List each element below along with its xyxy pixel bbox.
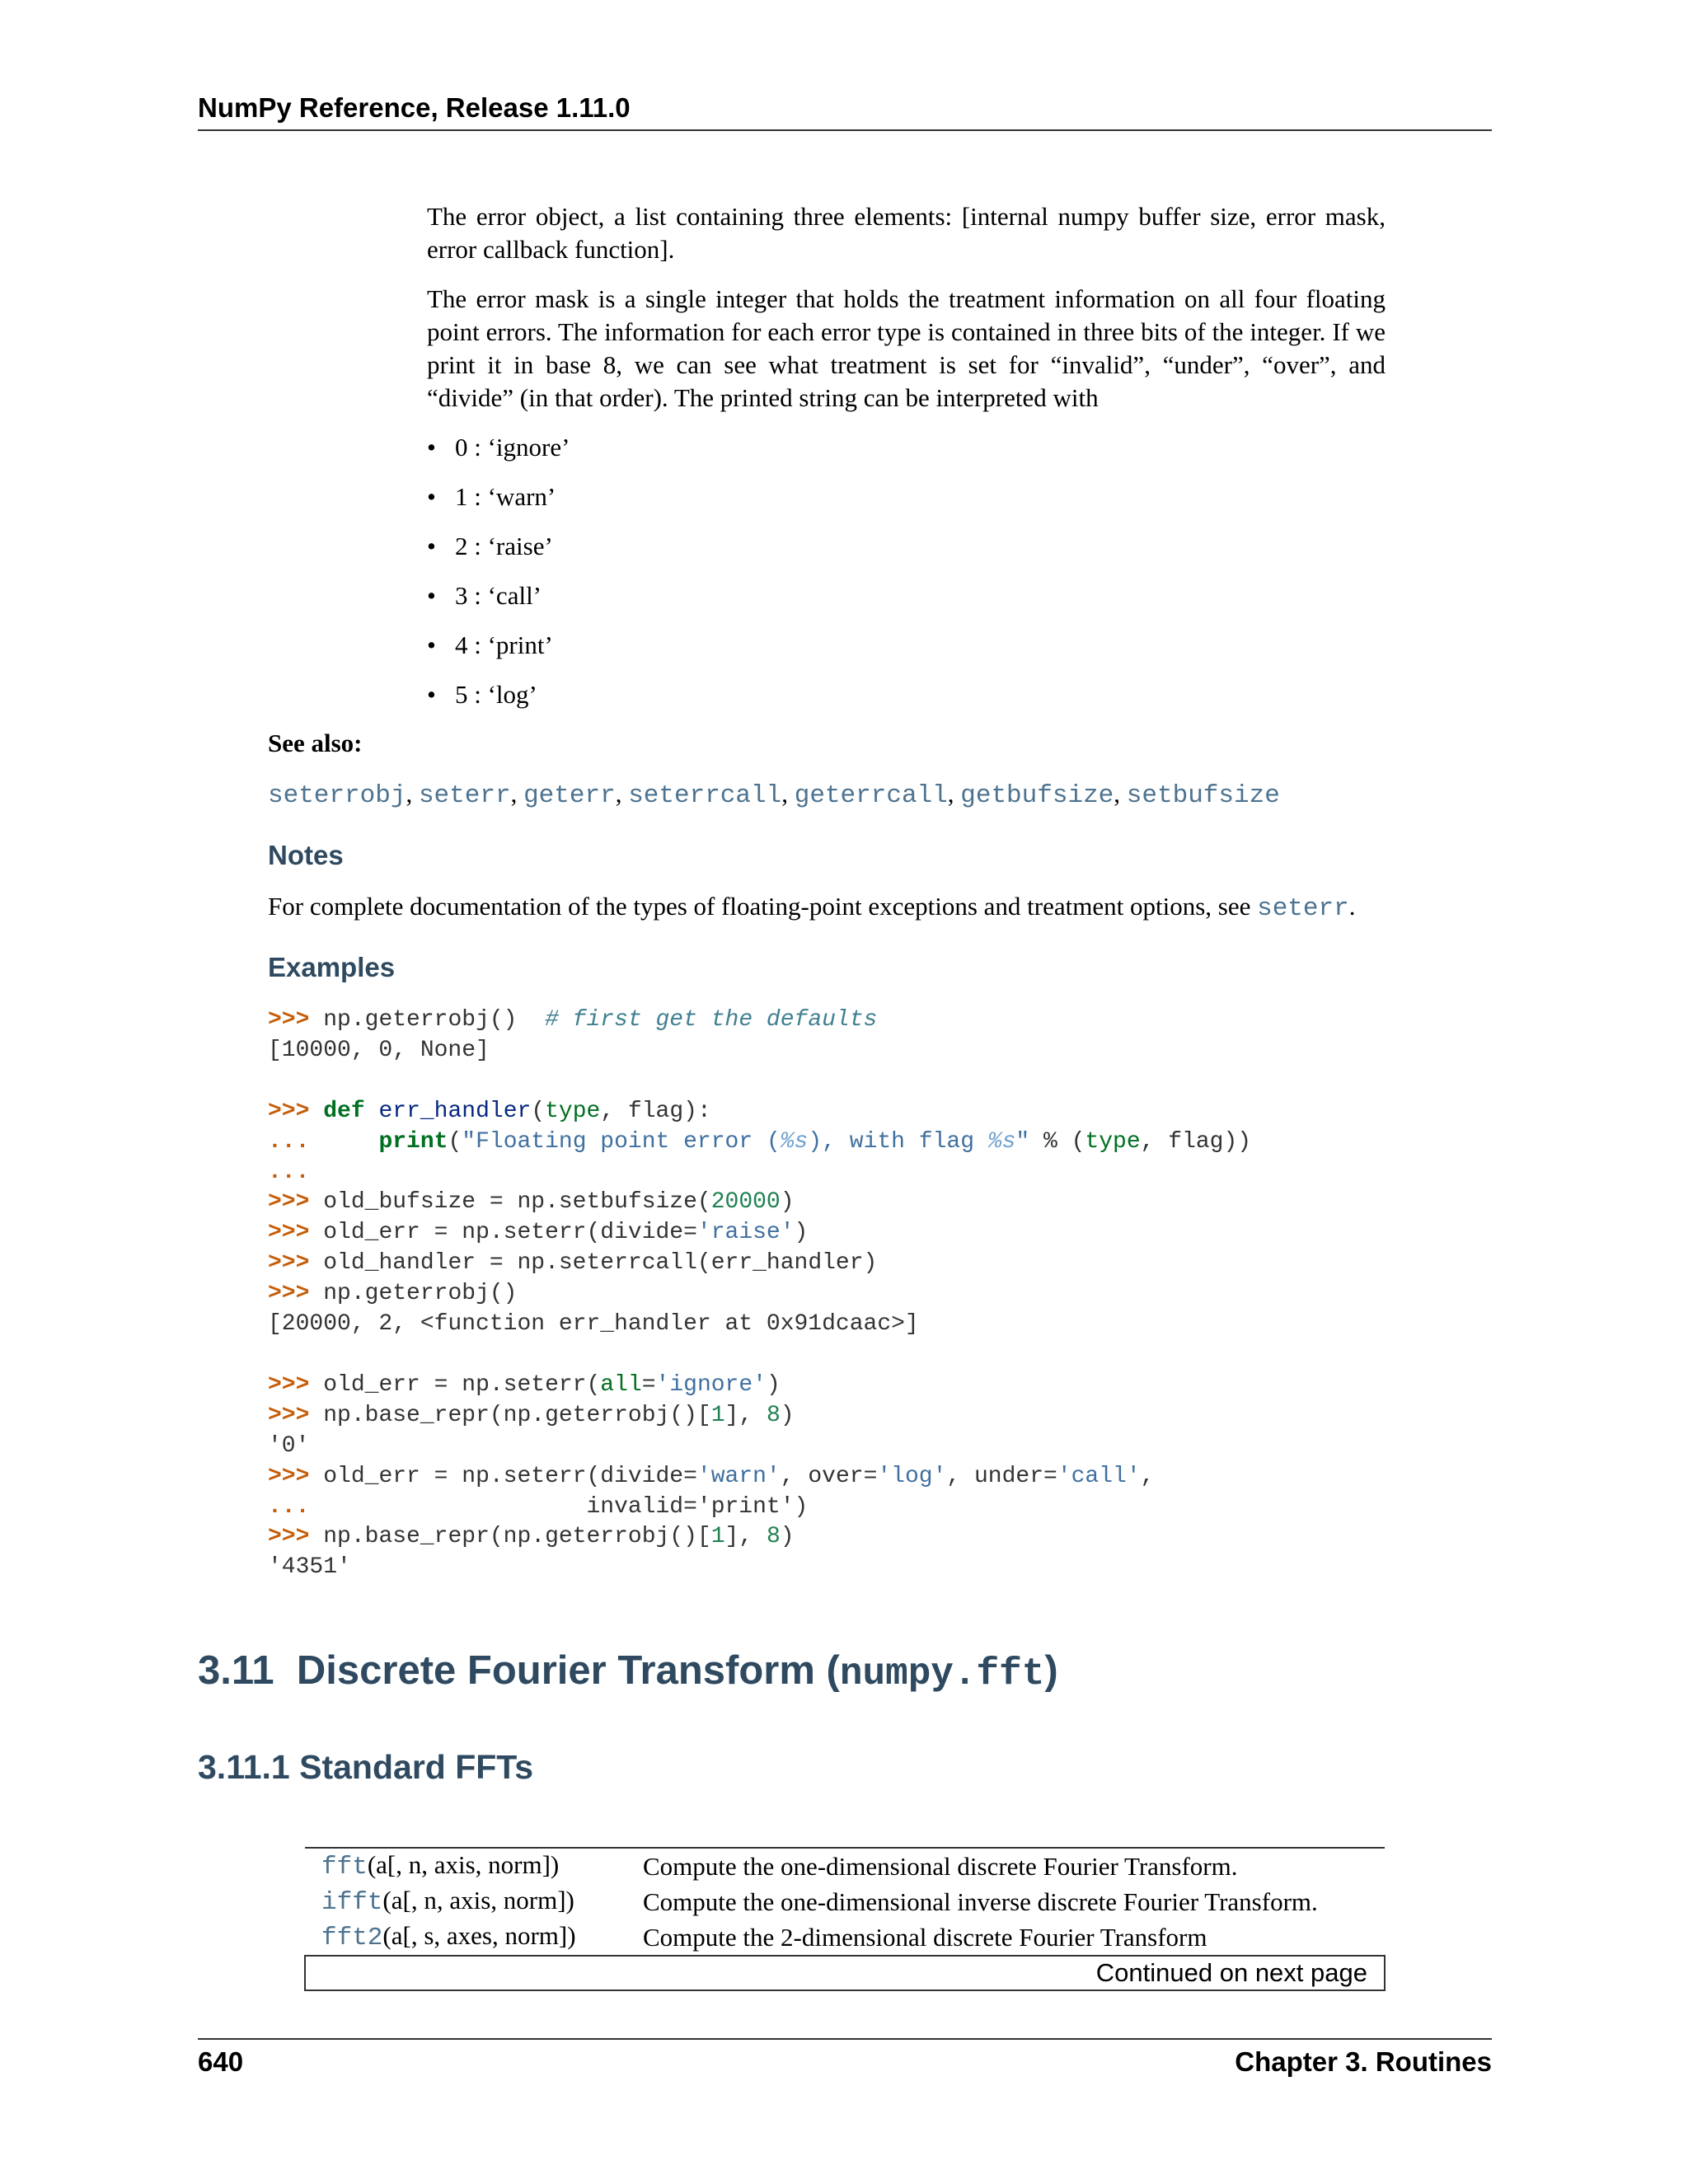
link-setbufsize[interactable]: setbufsize xyxy=(1126,781,1280,810)
list-item: • 4 : ‘print’ xyxy=(427,629,570,678)
list-item: • 3 : ‘call’ xyxy=(427,579,570,629)
bullet-icon: • xyxy=(427,482,436,511)
list-item: • 1 : ‘warn’ xyxy=(427,480,570,530)
code-example: >>> np.geterrobj() # first get the defaults [10000, 0, None] >>> def err_handler(type, flag): ... print("Floating point error (%s), with flag %s" % (type, flag)) ... >>> old_bufsize = np.setbufsize(20000) >>> old_err = np.seterr(divide='raise') >>> old_handler = np.seterrcall(err_handler) >>> np.geterrobj() [20000, 2, <function err_handler at 0x91dcaac>] >>> old_err = np.seterr(all='ignore') >>> np.base_repr(np.geterrobj()[1], 8) '0' >>> old_err = np.seterr(divide='warn', over='log', under='call', ... invalid='print') >>> np.base_repr(np.geterrobj()[1], 8) '4351' xyxy=(268,1007,1252,1581)
page-number: 640 xyxy=(198,2046,244,2077)
table-row xyxy=(305,1919,1385,1956)
treatment-list xyxy=(427,431,570,728)
header-rule xyxy=(198,129,1492,131)
table-cell-description: Compute the one-dimensional inverse discrete Fourier Transform. xyxy=(643,1886,1318,1916)
table-cell-description: Compute the 2-dimensional discrete Fourier Transform xyxy=(643,1922,1207,1952)
list-item: • 2 : ‘raise’ xyxy=(427,530,570,579)
bullet-icon: • xyxy=(427,630,436,659)
table-row xyxy=(305,1848,1385,1884)
link-getbufsize[interactable]: getbufsize xyxy=(960,781,1114,810)
link-fft2[interactable]: fft2 xyxy=(321,1924,383,1952)
see-also-links: seterrobj, seterr, geterr, seterrcall, geterrcall, getbufsize, setbufsize xyxy=(268,779,1280,810)
subsection-heading: 3.11.1 Standard FFTs xyxy=(198,1748,534,1786)
table-cell-description: Compute the one-dimensional discrete Fourier Transform. xyxy=(626,1848,1385,1884)
link-fft[interactable]: fft xyxy=(321,1853,368,1882)
error-mask-paragraph: The error mask is a single integer that holds the treatment information on all four floating point errors. The information for each error type is contained in three bits of the integer. If we print it in base 8, we can see what treatment is set for “invalid”, “under”, “over”, and “divide” (in that order). The printed string can be interpreted with xyxy=(427,284,1386,412)
bullet-icon: • xyxy=(427,532,436,560)
examples-heading: Examples xyxy=(268,952,396,982)
notes-heading: Notes xyxy=(268,840,344,870)
table-cell-signature: ifft(a[, n, axis, norm]) xyxy=(321,1886,574,1917)
see-also-heading: See also: xyxy=(268,729,363,757)
bullet-icon: • xyxy=(427,433,436,462)
table-cell-signature: fft(a[, n, axis, norm]) xyxy=(305,1848,626,1884)
list-item: • 0 : ‘ignore’ xyxy=(427,431,570,480)
bullet-icon: • xyxy=(427,680,436,709)
section-heading: 3.11 Discrete Fourier Transform (numpy.fft) xyxy=(198,1648,1058,1695)
notes-paragraph: For complete documentation of the types of floating-point exceptions and treatment options, see seterr. xyxy=(268,892,1356,923)
link-geterrcall[interactable]: geterrcall xyxy=(794,781,948,810)
footer-rule xyxy=(198,2038,1492,2040)
bullet-icon: • xyxy=(427,581,436,610)
link-ifft[interactable]: ifft xyxy=(321,1888,383,1917)
link-seterrobj[interactable]: seterrobj xyxy=(268,781,406,810)
error-object-paragraph: The error object, a list containing three elements: [internal numpy buffer size, error mask, error callback function]. xyxy=(427,202,1386,264)
running-header-title: NumPy Reference, Release 1.11.0 xyxy=(198,92,631,123)
link-geterr[interactable]: geterr xyxy=(523,781,616,810)
table-row xyxy=(305,1884,1385,1919)
continued-on-next-page: Continued on next page xyxy=(305,1956,1385,1990)
link-seterr[interactable]: seterr xyxy=(418,781,511,810)
fft-function-table xyxy=(304,1847,1386,1991)
list-item: • 5 : ‘log’ xyxy=(427,678,570,728)
link-seterr-notes[interactable]: seterr xyxy=(1257,894,1349,923)
link-seterrcall[interactable]: seterrcall xyxy=(628,781,782,810)
chapter-label: Chapter 3. Routines xyxy=(1235,2046,1492,2077)
table-continued-row xyxy=(305,1956,1385,1990)
table-cell-signature: fft2(a[, s, axes, norm]) xyxy=(321,1921,576,1952)
